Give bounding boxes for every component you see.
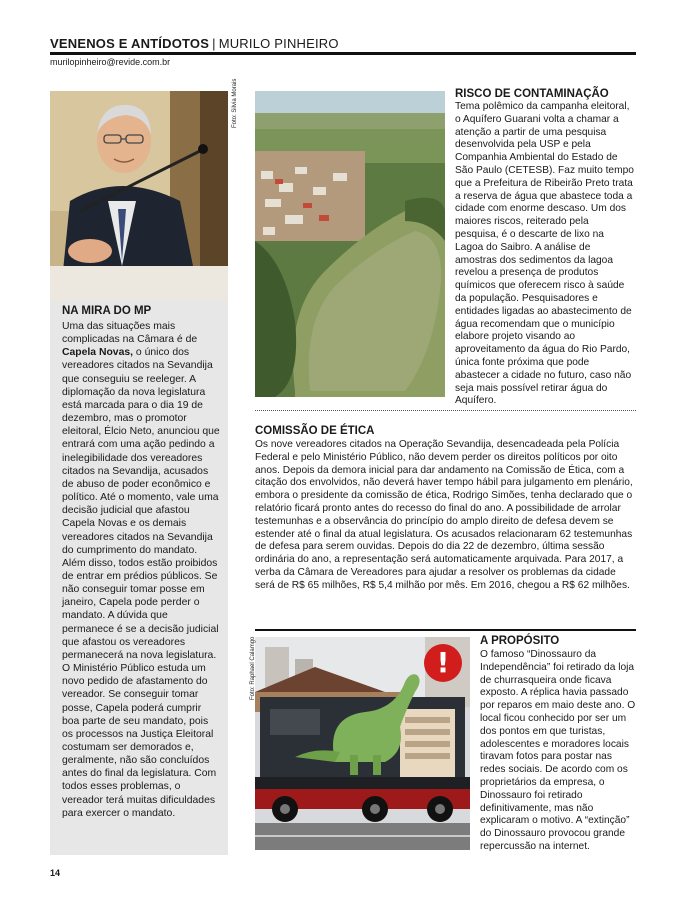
dotted-divider [255, 410, 636, 411]
sidebar-body-text: o único dos vereadores citados na Sevandija que conseguiu se reeleger. A diplomação da nova legislatura está marcada para o dia 19 de dezembro, mas o promotor eleitoral, Élcio Neto, anunciou que entrará com uma ação pedindo a inelegibilidade dos vereadores citados na Sevandija, acusados de abuso de poder econômico e político. Até o momento, vale uma decisão judicial que afastou Capela Novas e os demais vereadores citados na Sevandija do cumprimento do mandato. Além disso, todos estão proibidos de entrar em prédios públicos. Se não conseguir tomar posse em janeiro, Capela pode perder o mandato. A dúvida que permanece é se a decisão judicial que afastou os vereadores permanecerá na nova legislatura. O Ministério Público estuda um novo pedido de afastamento do vereador. Se conseguir tomar posse, Capela poderá cumprir boa parte de seu mandato, pois os processos na Justiça Eleitoral costumam ser demorados e, geralmente, não são concluídos antes do final da legislatura. Com todos esses problemas, o vereador terá muitas dificuldades para exercer o mandato. [62, 347, 220, 819]
sidebar-body [62, 320, 220, 820]
column-header [50, 36, 339, 51]
sidebar-highlight-name: Capela Novas, [62, 347, 134, 359]
sidebar-lead: Uma das situações mais complicadas na Câmara é de [62, 321, 198, 346]
politician-photo [50, 91, 228, 301]
page-number: 14 [50, 868, 61, 878]
exclamation-alert-icon: ! [424, 644, 462, 682]
sidebar-title: NA MIRA DO MP [62, 305, 152, 317]
proposito-title: A PROPÓSITO [480, 635, 560, 647]
photo-credit: Foto: Silvia Morais [232, 78, 238, 128]
photo-credit: Foto: Raphael Calamgo [250, 636, 256, 700]
proposito-body: O famoso “Dinossauro da Independência” foi retirado da loja de churrasqueira onde ficava exposto. A réplica havia passado por reparos em maio deste ano. O local ficou conhecido por ser um dos pontos em que turistas, adolescentes e moradores locais tiravam fotos para postar nas redes sociais. De acordo com os proprietários da empresa, o Dinossauro foi retirado definitivamente, mas não explicaram o motivo. A “extinção” do Dinossauro provocou grande repercussão na internet. [480, 649, 636, 852]
columnist-name: MURILO PINHEIRO [218, 36, 339, 51]
risco-title: RISCO DE CONTAMINAÇÃO [455, 88, 609, 100]
risco-body: Tema polêmico da campanha eleitoral, o Aquífero Guarani volta a chamar a atenção a partir de uma pesquisa desenvolvida pela USP e pela Companhia Ambiental do Estado de São Paulo (CETESB). Faz muito tempo que a Prefeitura de Ribeirão Preto trata a reserva de água que abastece toda a cidade com enorme descaso. Um dos maiores riscos, reiterado pela pesquisa, é o descarte de lixo na Lagoa do Saibro. A análise de amostras dos sedimentos da lagoa revelou a presença de produtos químicos que oferecem risco à saúde da população. Pesquisadores e entidades ligadas ao abastecimento de água recomendam que o município elabore projeto visando ao aproveitamento da água do Rio Pardo, única fonte próxima que pode abastecer a cidade no futuro, caso não seja mais possível retirar água do Aquífero. [455, 101, 634, 407]
section-title: VENENOS E ANTÍDOTOS [50, 36, 210, 51]
etica-title: COMISSÃO DE ÉTICA [255, 425, 375, 437]
etica-body: Os nove vereadores citados na Operação Sevandija, desencadeada pela Polícia Federal e pelo Ministério Público, não devem perder os direitos políticos por oito anos. Depois da demora inicial para dar andamento na Comissão de Ética, com a citação dos envolvidos, não deverá haver tempo hábil para julgamento em plenário, embora o presidente da comissão de ética, Rodrigo Simões, tenha declarado que o relatório ficará pronto antes do recesso do final do ano. A possibilidade de arrolar testemunhas e a observância do princípio do amplo direito de defesa devem se estender até o final da atual legislatura. Os acusados relacionaram 62 testemunhas de defesa para serem ouvidas. Depois do dia 22 de dezembro, última sessão ordinária do ano, a representação será automaticamente arquivada. Para 2017, a verba da Câmara de Vereadores para ajudar a resolver os problemas da cidade será de R$ 65 milhões, R$ 5,4 milhão por mês. Em 2016, chegou a R$ 62 milhões. [255, 439, 633, 591]
section-divider [255, 629, 636, 631]
columnist-email: murilopinheiro@revide.com.br [50, 57, 171, 67]
header-separator: | [212, 36, 216, 51]
lagoon-photo [255, 91, 445, 397]
header-rule [50, 52, 636, 55]
